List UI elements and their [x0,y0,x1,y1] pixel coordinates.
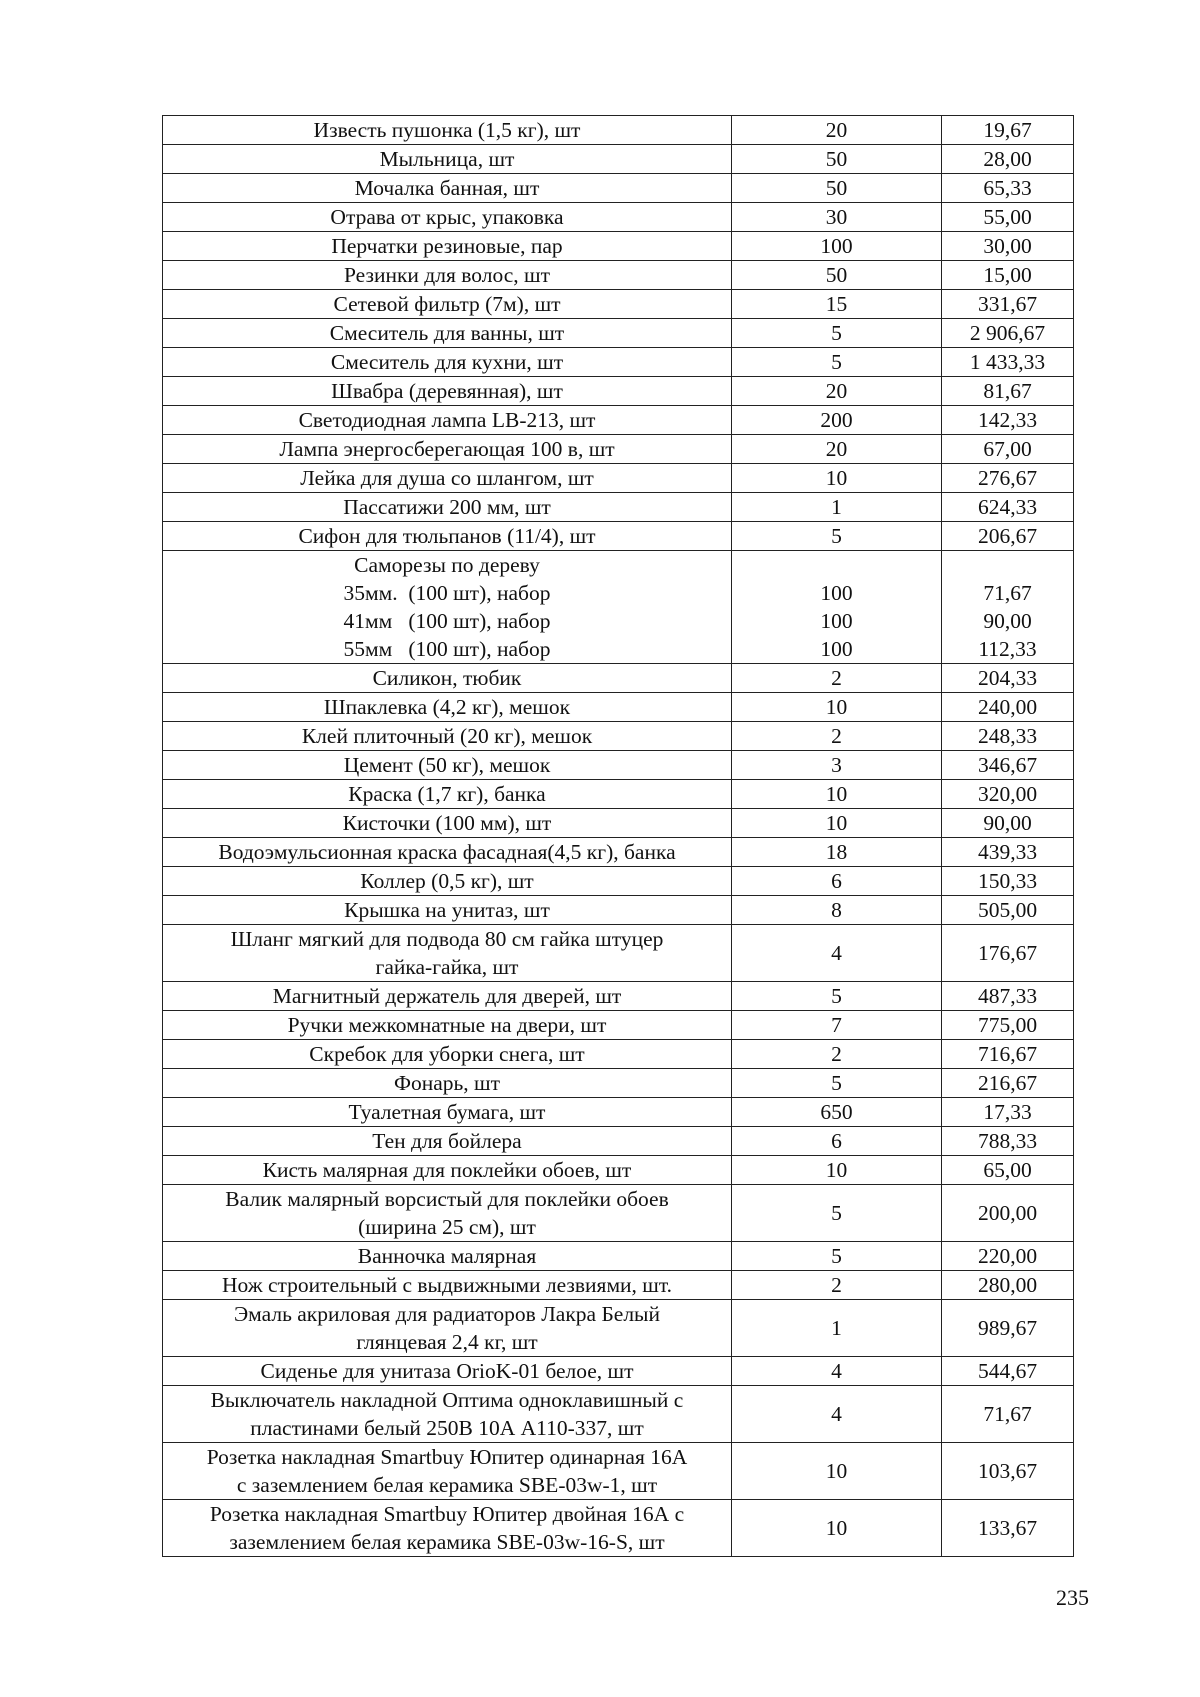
table-row [163,867,1074,896]
table-row [163,1098,1074,1127]
price-cell: 331,67 [942,290,1074,319]
price-cell: 216,67 [942,1069,1074,1098]
item-name-cell: Коллер (0,5 кг), шт [163,867,732,896]
price-cell [942,551,1074,664]
table-row [163,203,1074,232]
quantity-cell: 10 [732,780,942,809]
table-row [163,1386,1074,1443]
price-cell: 150,33 [942,867,1074,896]
quantity-cell: 5 [732,1242,942,1271]
item-name-cell: Швабра (деревянная), шт [163,377,732,406]
item-name-cell: Силикон, тюбик [163,664,732,693]
item-name-cell-line: глянцевая 2,4 кг, шт [356,1330,538,1354]
table-row [163,348,1074,377]
table-row [163,145,1074,174]
table-row [163,1069,1074,1098]
item-name-cell: Туалетная бумага, шт [163,1098,732,1127]
price-cell: 505,00 [942,896,1074,925]
price-cell: 28,00 [942,145,1074,174]
item-name-cell: Ручки межкомнатные на двери, шт [163,1011,732,1040]
quantity-cell-line: 100 [820,637,853,661]
price-cell: 544,67 [942,1357,1074,1386]
quantity-cell: 20 [732,435,942,464]
item-name-cell: Шпаклевка (4,2 кг), мешок [163,693,732,722]
table-row [163,1357,1074,1386]
price-cell: 206,67 [942,522,1074,551]
quantity-cell: 50 [732,174,942,203]
table-row [163,1242,1074,1271]
item-name-cell: Ванночка малярная [163,1242,732,1271]
quantity-cell: 5 [732,982,942,1011]
price-cell: 346,67 [942,751,1074,780]
quantity-cell: 15 [732,290,942,319]
quantity-cell: 650 [732,1098,942,1127]
item-name-cell: Мыльница, шт [163,145,732,174]
table-row [163,1156,1074,1185]
quantity-cell: 5 [732,348,942,377]
price-cell-line: 71,67 [983,581,1032,605]
quantity-cell: 5 [732,522,942,551]
quantity-cell: 5 [732,319,942,348]
table-row [163,1300,1074,1357]
price-cell: 90,00 [942,809,1074,838]
item-name-cell-line: Шланг мягкий для подвода 80 см гайка штуцер [230,927,664,951]
items-table-body [163,116,1074,1557]
price-cell: 15,00 [942,261,1074,290]
quantity-cell: 200 [732,406,942,435]
price-cell: 2 906,67 [942,319,1074,348]
price-cell: 30,00 [942,232,1074,261]
quantity-cell: 2 [732,664,942,693]
table-row [163,1040,1074,1069]
item-name-cell: Кисть малярная для поклейки обоев, шт [163,1156,732,1185]
table-row [163,290,1074,319]
price-cell: 17,33 [942,1098,1074,1127]
item-name-cell: Отрава от крыс, упаковка [163,203,732,232]
item-name-cell [163,1300,732,1357]
table-row [163,493,1074,522]
price-cell: 624,33 [942,493,1074,522]
quantity-cell [732,551,942,664]
quantity-cell: 1 [732,493,942,522]
quantity-cell-line: 100 [820,581,853,605]
price-cell: 240,00 [942,693,1074,722]
item-name-cell: Магнитный держатель для дверей, шт [163,982,732,1011]
price-cell: 65,00 [942,1156,1074,1185]
price-cell: 176,67 [942,925,1074,982]
quantity-cell: 20 [732,377,942,406]
item-name-cell [163,551,732,664]
quantity-cell-line [736,551,937,579]
table-row [163,174,1074,203]
item-name-cell-line: Розетка накладная Smartbuy Юпитер одинарная 16А [206,1445,688,1469]
quantity-cell: 2 [732,1040,942,1069]
table-row [163,435,1074,464]
item-name-cell-line: с заземлением белая керамика SBE-03w-1, шт [236,1473,658,1497]
quantity-cell: 6 [732,1127,942,1156]
table-row [163,693,1074,722]
quantity-cell-line: 100 [820,609,853,633]
price-cell: 989,67 [942,1300,1074,1357]
quantity-cell: 30 [732,203,942,232]
table-row [163,319,1074,348]
table-row [163,838,1074,867]
price-cell: 67,00 [942,435,1074,464]
quantity-cell: 10 [732,464,942,493]
price-cell: 55,00 [942,203,1074,232]
quantity-cell: 6 [732,867,942,896]
price-cell: 142,33 [942,406,1074,435]
price-cell: 103,67 [942,1443,1074,1500]
quantity-cell: 2 [732,1271,942,1300]
table-row [163,722,1074,751]
quantity-cell: 1 [732,1300,942,1357]
quantity-cell: 10 [732,1500,942,1557]
table-row [163,1271,1074,1300]
price-cell: 81,67 [942,377,1074,406]
table-row [163,116,1074,145]
price-cell: 220,00 [942,1242,1074,1271]
item-name-cell: Светодиодная лампа LB-213, шт [163,406,732,435]
item-name-cell-line: Саморезы по дереву [354,553,540,577]
price-cell: 716,67 [942,1040,1074,1069]
item-name-cell: Сиденье для унитаза OrioK-01 белое, шт [163,1357,732,1386]
item-name-cell-line: 41мм (100 шт), набор [343,609,551,633]
price-cell-line: 112,33 [978,637,1037,661]
item-name-cell: Лейка для душа со шлангом, шт [163,464,732,493]
quantity-cell: 20 [732,116,942,145]
table-row [163,664,1074,693]
price-cell: 788,33 [942,1127,1074,1156]
quantity-cell: 10 [732,809,942,838]
table-row [163,406,1074,435]
table-row [163,751,1074,780]
item-name-cell: Мочалка банная, шт [163,174,732,203]
price-cell: 775,00 [942,1011,1074,1040]
item-name-cell: Нож строительный с выдвижными лезвиями, шт. [163,1271,732,1300]
item-name-cell: Лампа энергосберегающая 100 в, шт [163,435,732,464]
quantity-cell: 10 [732,1443,942,1500]
table-row [163,1127,1074,1156]
item-name-cell-line: пластинами белый 250В 10А А110-337, шт [250,1416,644,1440]
item-name-cell-line: гайка-гайка, шт [375,955,519,979]
item-name-cell-line: Розетка накладная Smartbuy Юпитер двойная 16А с [209,1502,685,1526]
quantity-cell: 8 [732,896,942,925]
item-name-cell-line: Валик малярный ворсистый для поклейки обоев [225,1187,669,1211]
table-row [163,982,1074,1011]
price-cell: 19,67 [942,116,1074,145]
price-cell: 200,00 [942,1185,1074,1242]
item-name-cell: Смеситель для кухни, шт [163,348,732,377]
item-name-cell: Цемент (50 кг), мешок [163,751,732,780]
price-cell-line: 90,00 [983,609,1032,633]
price-cell: 71,67 [942,1386,1074,1443]
item-name-cell-line: Выключатель накладной Оптима одноклавишный с [210,1388,684,1412]
price-cell: 133,67 [942,1500,1074,1557]
price-cell: 487,33 [942,982,1074,1011]
item-name-cell-line: Эмаль акриловая для радиаторов Лакра Белый [233,1302,661,1326]
quantity-cell: 18 [732,838,942,867]
price-cell-line [946,551,1069,579]
quantity-cell: 2 [732,722,942,751]
price-cell: 204,33 [942,664,1074,693]
quantity-cell: 4 [732,1386,942,1443]
page-number: 235 [1056,1585,1089,1610]
quantity-cell: 7 [732,1011,942,1040]
item-name-cell [163,1500,732,1557]
quantity-cell: 5 [732,1185,942,1242]
item-name-cell-line: 55мм (100 шт), набор [343,637,551,661]
quantity-cell: 50 [732,261,942,290]
item-name-cell-line: 35мм. (100 шт), набор [343,581,551,605]
price-cell: 248,33 [942,722,1074,751]
quantity-cell: 50 [732,145,942,174]
price-cell: 276,67 [942,464,1074,493]
item-name-cell: Крышка на унитаз, шт [163,896,732,925]
item-name-cell: Смеситель для ванны, шт [163,319,732,348]
item-name-cell-line: (ширина 25 см), шт [358,1215,536,1239]
item-name-cell: Кисточки (100 мм), шт [163,809,732,838]
item-name-cell: Краска (1,7 кг), банка [163,780,732,809]
table-row [163,232,1074,261]
table-row [163,261,1074,290]
item-name-cell [163,925,732,982]
table-row [163,1500,1074,1557]
quantity-cell: 4 [732,1357,942,1386]
table-row [163,377,1074,406]
item-name-cell: Пассатижи 200 мм, шт [163,493,732,522]
quantity-cell: 10 [732,693,942,722]
item-name-cell: Тен для бойлера [163,1127,732,1156]
item-name-cell: Сетевой фильтр (7м), шт [163,290,732,319]
quantity-cell: 3 [732,751,942,780]
table-row [163,551,1074,664]
quantity-cell: 4 [732,925,942,982]
table-row [163,1011,1074,1040]
item-name-cell: Скребок для уборки снега, шт [163,1040,732,1069]
items-table [162,115,1074,1557]
price-cell: 1 433,33 [942,348,1074,377]
table-row [163,1185,1074,1242]
price-cell: 439,33 [942,838,1074,867]
table-row [163,522,1074,551]
item-name-cell-line: заземлением белая керамика SBE-03w-16-S, шт [229,1530,665,1554]
price-cell: 65,33 [942,174,1074,203]
item-name-cell [163,1386,732,1443]
item-name-cell: Известь пушонка (1,5 кг), шт [163,116,732,145]
item-name-cell: Клей плиточный (20 кг), мешок [163,722,732,751]
item-name-cell [163,1443,732,1500]
item-name-cell: Фонарь, шт [163,1069,732,1098]
item-name-cell: Сифон для тюльпанов (11/4), шт [163,522,732,551]
table-row [163,464,1074,493]
item-name-cell [163,1185,732,1242]
table-row [163,925,1074,982]
price-cell: 320,00 [942,780,1074,809]
item-name-cell: Водоэмульсионная краска фасадная(4,5 кг), банка [163,838,732,867]
table-row [163,896,1074,925]
table-row [163,809,1074,838]
item-name-cell: Резинки для волос, шт [163,261,732,290]
price-cell: 280,00 [942,1271,1074,1300]
item-name-cell: Перчатки резиновые, пар [163,232,732,261]
quantity-cell: 10 [732,1156,942,1185]
table-row [163,780,1074,809]
table-row [163,1443,1074,1500]
quantity-cell: 5 [732,1069,942,1098]
quantity-cell: 100 [732,232,942,261]
